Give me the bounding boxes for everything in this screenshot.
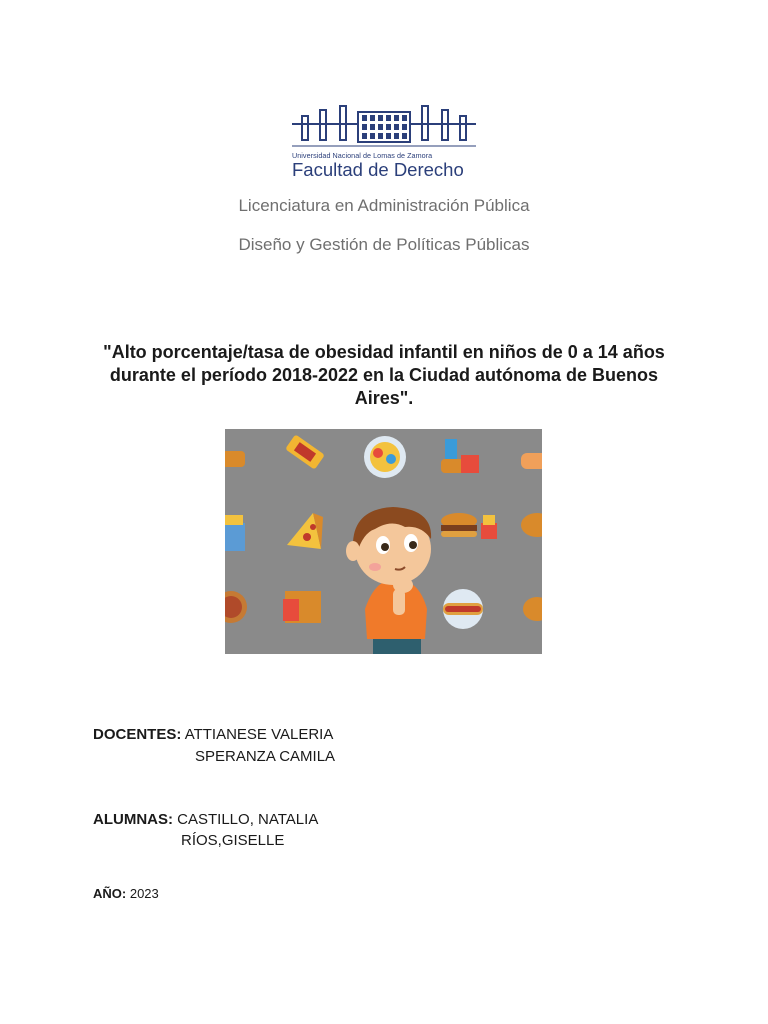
takeout-box-icon	[283, 591, 321, 623]
faculty-name: Facultad de Derecho	[292, 159, 464, 180]
docentes-separator: :	[176, 726, 182, 743]
alumna-name: RÍOS,GISELLE	[181, 832, 285, 849]
anio-label: AÑO:	[93, 886, 127, 901]
faculty-building-icon	[292, 102, 476, 152]
alumnas-label: ALUMNAS:	[93, 811, 173, 828]
burrito-icon	[225, 451, 245, 467]
course-name: Diseño y Gestión de Políticas Públicas	[238, 235, 530, 254]
plate-icon	[364, 436, 406, 478]
anio-line	[93, 886, 159, 901]
alumnas-line	[93, 811, 318, 828]
sandwich-icon	[521, 453, 542, 469]
anio-value: 2023	[129, 886, 159, 901]
document-title: "Alto porcentaje/tasa de obesidad infantil en niños de 0 a 14 años durante el período 2018-2022 en la Ciudad autónoma de Buenos Aires".	[103, 342, 665, 408]
docentes-line	[93, 726, 333, 743]
docente-name: ATTIANESE VALERIA	[184, 726, 334, 743]
burger-icon	[441, 513, 477, 537]
program-name: Licenciatura en Administración Pública	[238, 196, 530, 215]
university-name: Universidad Nacional de Lomas de Zamora	[292, 151, 433, 160]
child-with-fast-food-illustration	[225, 429, 542, 654]
university-logo	[292, 102, 476, 182]
hotdog-plate-icon	[443, 589, 483, 629]
cover-illustration	[225, 429, 542, 654]
fries-box-icon	[481, 515, 497, 539]
docentes-label: DOCENTES	[93, 726, 177, 743]
alumna-name: CASTILLO, NATALIA	[177, 811, 319, 828]
fries-cup-icon	[225, 515, 245, 551]
docente-name: SPERANZA CAMILA	[195, 748, 336, 765]
